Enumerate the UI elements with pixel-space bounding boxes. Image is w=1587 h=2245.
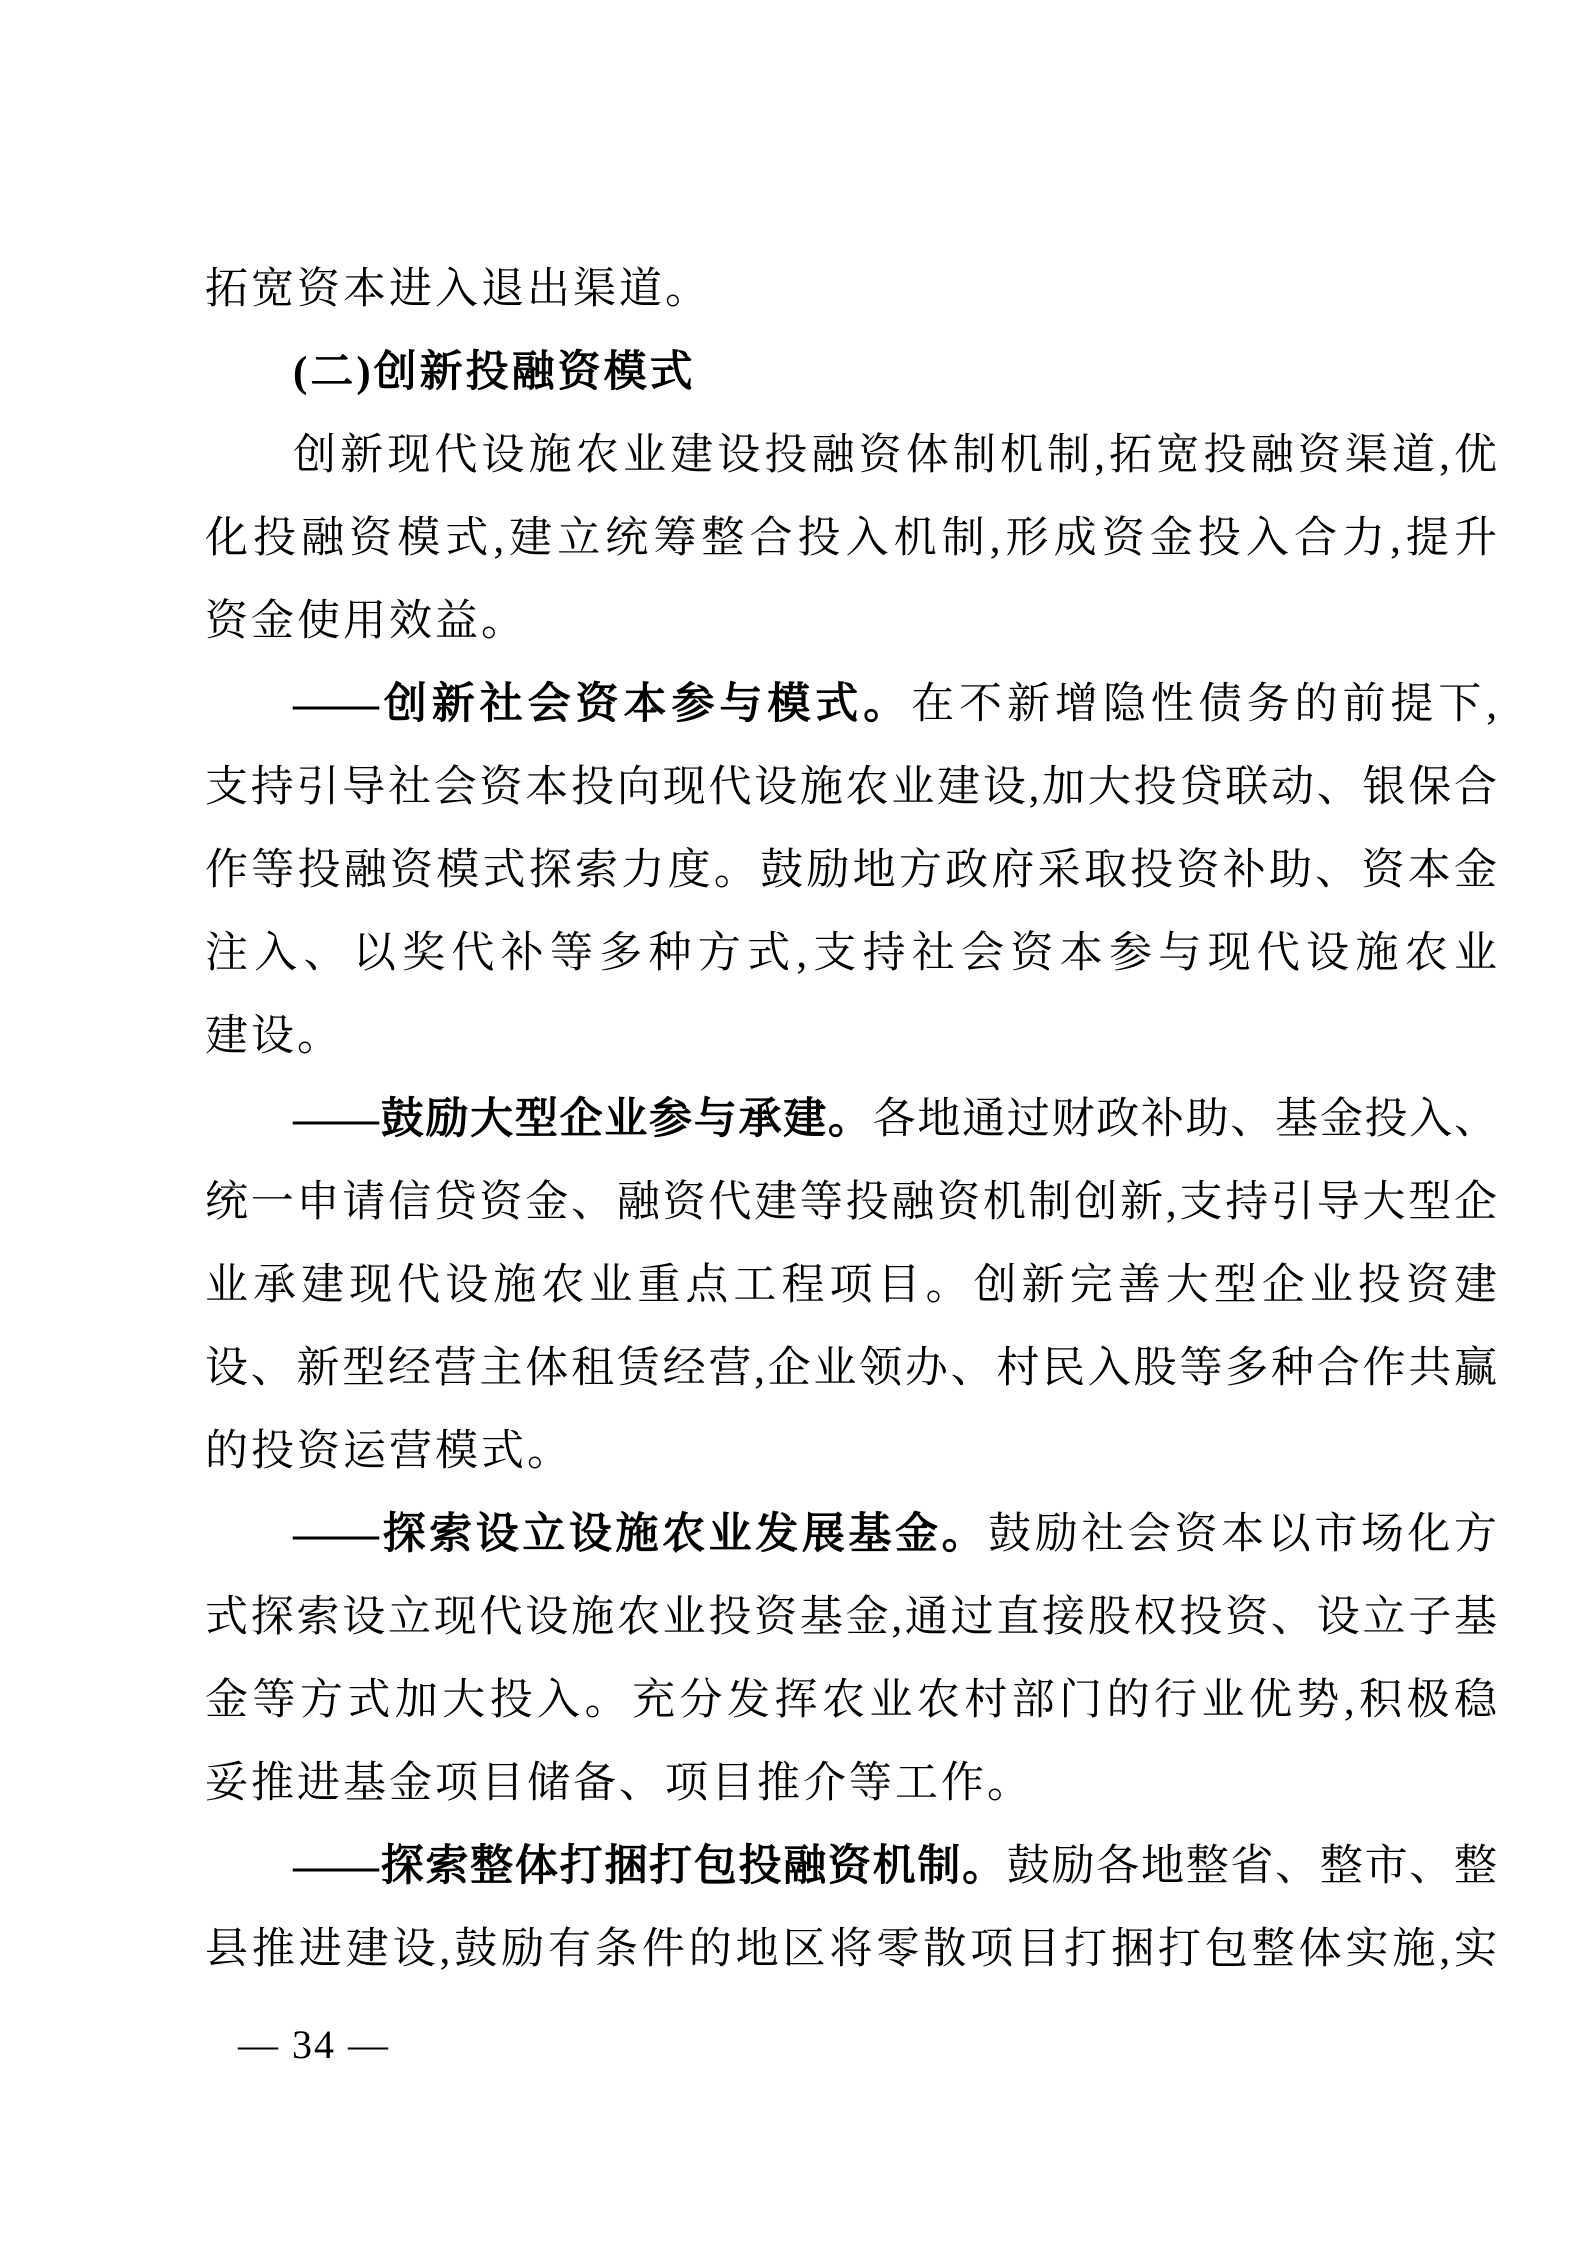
body-text-run: 在不新增隐性债务的前提下, — [911, 681, 1497, 728]
body-text-run: 创新现代设施农业建设投融资体制机制,拓宽投融资渠道,优 — [293, 432, 1497, 479]
body-text-run: 妥推进基金项目储备、项目推介等工作。 — [205, 1760, 1033, 1807]
text-line — [205, 1659, 1497, 1742]
text-line — [205, 912, 1497, 995]
text-line — [205, 1244, 1497, 1327]
body-text-run: 式探索设立现代设施农业投资基金,通过直接股权投资、设立子基 — [205, 1594, 1497, 1641]
body-text-run: 设、新型经营主体租赁经营,企业领办、村民入股等多种合作共赢 — [205, 1345, 1497, 1392]
document-body — [205, 248, 1497, 1991]
text-line — [205, 1825, 1497, 1908]
text-line — [205, 663, 1497, 746]
text-line — [205, 829, 1497, 912]
text-line — [205, 1908, 1497, 1991]
body-text-run: 统一申请信贷资金、融资代建等投融资机制创新,支持引导大型企 — [205, 1179, 1497, 1226]
text-line — [205, 1493, 1497, 1576]
bold-run-in-text: (二)创新投融资模式 — [293, 349, 696, 396]
bold-run-in-text: ——创新社会资本参与模式。 — [293, 681, 912, 728]
text-line — [205, 497, 1497, 580]
text-line — [205, 580, 1497, 663]
body-text-run: 支持引导社会资本投向现代设施农业建设,加大投贷联动、银保合 — [205, 764, 1497, 811]
body-text-run: 资金使用效益。 — [205, 598, 527, 645]
body-text-run: 鼓励社会资本以市场化方 — [988, 1511, 1497, 1558]
body-text-run: 县推进建设,鼓励有条件的地区将零散项目打捆打包整体实施,实 — [205, 1926, 1497, 1973]
text-line — [205, 1327, 1497, 1410]
body-text-run: 拓宽资本进入退出渠道。 — [205, 266, 711, 313]
body-text-run: 业承建现代设施农业重点工程项目。创新完善大型企业投资建 — [205, 1262, 1497, 1309]
page-number: — 34 — — [238, 2022, 390, 2067]
text-line — [205, 746, 1497, 829]
body-text-run: 建设。 — [205, 1013, 343, 1060]
text-line — [205, 414, 1497, 497]
text-line — [205, 1742, 1497, 1825]
section-heading — [205, 331, 1497, 414]
text-line — [205, 1161, 1497, 1244]
body-text-run: 注入、以奖代补等多种方式,支持社会资本参与现代设施农业 — [205, 930, 1497, 977]
text-line — [205, 1078, 1497, 1161]
text-line — [205, 1410, 1497, 1493]
text-line — [205, 995, 1497, 1078]
bold-run-in-text: ——探索整体打捆打包投融资机制。 — [293, 1843, 1007, 1890]
bold-run-in-text: ——鼓励大型企业参与承建。 — [293, 1096, 873, 1143]
body-text-run: 金等方式加大投入。充分发挥农业农村部门的行业优势,积极稳 — [205, 1677, 1497, 1724]
bold-run-in-text: ——探索设立设施农业发展基金。 — [293, 1511, 989, 1558]
body-text-run: 作等投融资模式探索力度。鼓励地方政府采取投资补助、资本金 — [205, 847, 1497, 894]
text-line — [205, 248, 1497, 331]
body-text-run: 鼓励各地整省、整市、整 — [1006, 1843, 1497, 1890]
body-text-run: 各地通过财政补助、基金投入、 — [872, 1096, 1497, 1143]
body-text-run: 的投资运营模式。 — [205, 1428, 573, 1475]
text-line — [205, 1576, 1497, 1659]
body-text-run: 化投融资模式,建立统筹整合投入机制,形成资金投入合力,提升 — [205, 515, 1497, 562]
